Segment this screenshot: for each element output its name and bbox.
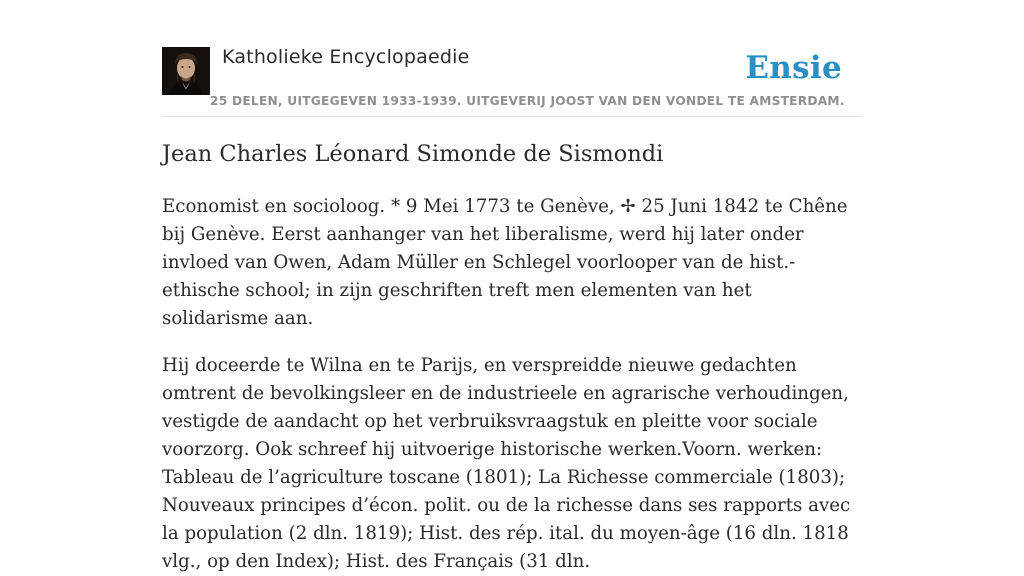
site-title-link[interactable]: Katholieke Encyclopaedie — [222, 46, 470, 68]
site-subtitle: 25 DELEN, UITGEGEVEN 1933-1939. UITGEVERIJ JOOST VAN DEN VONDEL TE AMSTERDAM. — [210, 94, 845, 108]
article-paragraph-1: Economist en socioloog. * 9 Mei 1773 te Genève, ✢ 25 Juni 1842 te Chêne bij Genève. Eerst aanhanger van het liberalisme, werd hij later onder invloed van Owen, Adam Müller en Schlegel voorlooper van de hist.-ethische school; in zijn geschriften treft men elementen van het solidarisme aan. — [162, 196, 848, 329]
page-container — [162, 0, 862, 572]
article-title: Jean Charles Léonard Simonde de Sismondi — [162, 141, 664, 167]
portrait-avatar-icon — [162, 47, 210, 95]
article-paragraph-2: Hij doceerde te Wilna en te Parijs, en verspreidde nieuwe gedachten omtrent de bevolkingsleer en de industrieele en agrarische verhoudingen, vestigde de aandacht op het verbruiksvraagstuk en pleitte voor sociale voorzorg. Ook schreef hij uitvoerige historische werken.Voorn. werken: Tableau de l’agriculture toscane (1801); La Richesse commerciale (1803); Nouveaux principes d’écon. polit. ou de la richesse dans ses rapports avec la population (2 dln. 1819); Hist. des rép. ital. du moyen-âge (16 dln. 1818 vlg., op den Index); Hist. des Français (31 dln. — [162, 355, 851, 572]
site-header — [162, 0, 862, 117]
avatar[interactable] — [162, 47, 210, 95]
article — [162, 136, 862, 576]
ensie-logo-link[interactable]: Ensie — [745, 50, 842, 86]
